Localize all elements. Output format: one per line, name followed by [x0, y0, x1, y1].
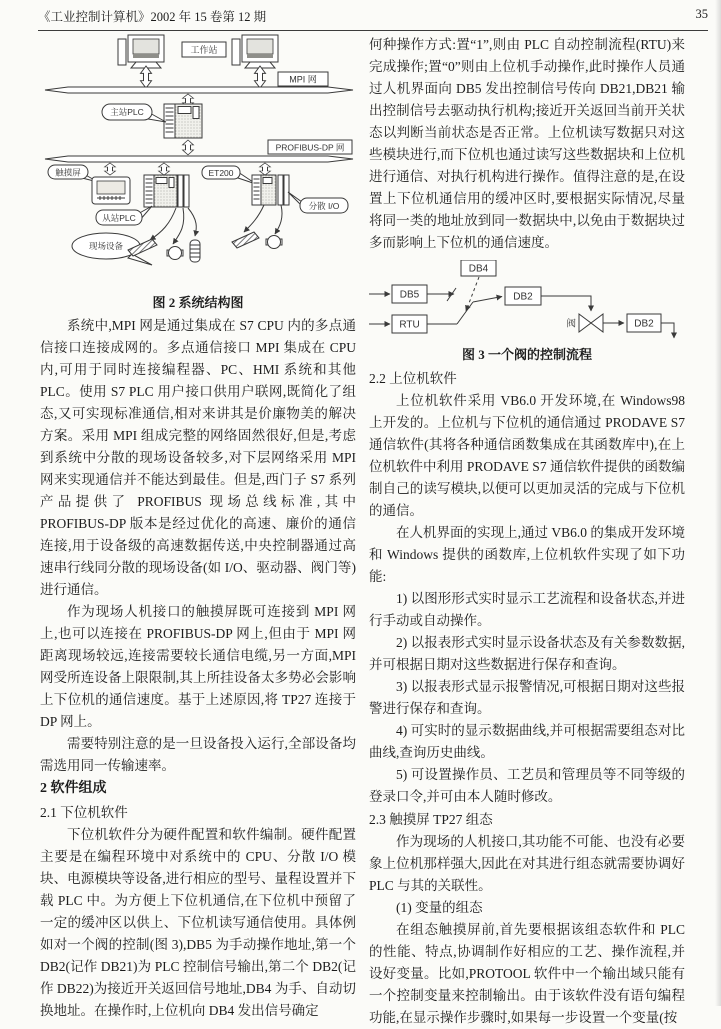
slave-plc-callout: [96, 206, 152, 225]
master-plc-icon: [164, 104, 202, 138]
right-column: [369, 34, 685, 1029]
paragraph: 何种操作方式:置“1”,则由 PLC 自动控制流程(RTU)来完成操作;置“0”则由上位机手动操作,此时操作人员通过人机界面向 DB5 发出控制信号传向 DB21,DB21 输出控制信号去驱动执行机构;接近开关返回当前开关状态以判断当前状态是否正常。上位机读写数据只对这些模块进行,而下位机也通过读写这些数据块和上位机进行通信、对执行机构进行操作。值得注意的是,在设置上下位机通信用的缓冲区时,要根据实际情况,尽量将同一类的地址放到同一数据块中,以免由于数据块过多而影响上下位机的通信速度。: [369, 37, 685, 250]
list-item: 2) 以报表形式实时显示设备状态及有关参数数据,并可根据日期对这些数据进行保存和查询。: [369, 635, 685, 672]
db2-out-block: [505, 287, 541, 305]
master-plc-callout: [102, 104, 166, 122]
link-arrow-icon: [105, 163, 116, 175]
sub-heading: (1) 变量的组态: [396, 900, 483, 915]
mpi-net-label: MPI 网: [289, 74, 317, 85]
link-arrow-icon: [260, 163, 271, 175]
paragraph: 上位机软件采用 VB6.0 开发环境,在 Windows98 上开发的。上位机与下位机的通信通过 PRODAVE S7 通信软件(其将各种通信函数集成在其函数库中),在上位机软件中利用 PRODAVE S7 通信软件提供的函数编制自己的读写模块,以便可以更加灵活的完成与下位机的通信。: [369, 393, 685, 518]
master-plc-label: 主站PLC: [110, 107, 144, 117]
paragraph: 作为现场人机接口的触摸屏既可连接到 MPI 网上,也可以连接在 PROFIBUS-DP 网上,但由于 MPI 网距离现场较远,连接需要较长通信电缆,另一方面,MPI 网受所连设备上限限制,其上所挂设备太多势必会影响上下位机的通信速度。基于上述原因,将 TP27 连接于 DP 网上。: [40, 604, 356, 729]
db2-out-label: DB2: [513, 291, 533, 303]
touch-panel-callout: [48, 165, 98, 182]
db5-label: DB5: [399, 289, 420, 301]
et200-module-icon: [252, 175, 289, 205]
figure3-caption: 图 3 一个阀的控制流程: [461, 347, 592, 362]
profibus-net-label: PROFIBUS-DP 网: [275, 142, 345, 153]
field-wiring: [150, 205, 282, 244]
list-item: 3) 以报表形式显示报警情况,可根据日期对这些报警进行保存和查询。: [369, 679, 685, 716]
left-column: [40, 34, 356, 1022]
link-arrow-icon: [159, 163, 170, 175]
db4-block: [461, 260, 496, 276]
scan-edge-shadow: [715, 0, 721, 1006]
figure2-system-structure-diagram: [40, 34, 356, 292]
link-arrow-icon: [183, 140, 194, 155]
page-header: [38, 7, 708, 25]
valve-label: 阀: [566, 318, 576, 330]
paragraph: 系统中,MPI 网是通过集成在 S7 CPU 内的多点通信接口连接成网的。多点通信接口 MPI 集成在 CPU 内,可用于同时连接编程器、PC、HMI 系统和其他 PLC。使用 S7 PLC 用户接口供用户联网,既简化了组态,又可实现标准通信,相对来讲其是价廉物美的解决方案。采用 MPI 组成完整的网络固然很好,但是,考虑到系统中分散的现场设备较多,对下层网络采用 MPI 网来实现通信并不能达到最佳。但是,西门子 S7 系列产品提供了 PROFIBUS 现场总线标准,其中 PROFIBUS-DP 版本是经过优化的高速、廉价的通信连接,用于设备级的高速数据传送,中央控制器通过高速串行线同分散的现场设备(如 I/O、驱动器、阀门等)进行通信。: [40, 318, 356, 597]
list-item: 4) 可实时的显示数据曲线,并可根据需要组态对比曲线,查询历史曲线。: [369, 723, 685, 760]
section-heading-2: 2 软件组成: [40, 781, 107, 796]
touch-panel-icon: [92, 177, 130, 204]
section-heading-2-2: 2.2 上位机软件: [369, 371, 457, 386]
rtu-block: [392, 315, 427, 333]
figure2-caption: 图 2 系统结构图: [152, 295, 244, 310]
db2-back-label: DB2: [634, 318, 654, 330]
rtu-label: RTU: [399, 319, 420, 331]
figure3-valve-control-flow-diagram: [369, 260, 685, 344]
et200-callout: [202, 166, 256, 184]
valve-icon: [566, 314, 603, 332]
profibus-bus-line: [45, 156, 353, 162]
distributed-io-label: 分散 I/O: [308, 201, 340, 211]
list-item: 1) 以图形形式实时显示工艺流程和设备状态,并进行手动或自动操作。: [369, 591, 685, 628]
paragraph: 在组态触摸屏前,首先要根据该组态软件和 PLC 的性能、特点,协调制作好相应的工艺、操作流程,并设好变量。比如,PROTOOL 软件中一个输出域只能有一个控制变量来控制输出。由于该软件没有语句编程功能,在显示操作步骤时,如果每一步设置一个变量(按: [369, 922, 685, 1025]
slave-plc-icon: [144, 175, 189, 207]
page-number: 35: [695, 7, 708, 21]
et200-label: ET200: [208, 168, 234, 178]
slave-plc-label: 从站PLC: [102, 213, 136, 223]
header-rule: [38, 30, 708, 31]
db2-back-block: [627, 314, 661, 332]
distributed-io-callout: [288, 192, 348, 213]
paragraph: 作为现场的人机接口,其功能不可能、也没有必要象上位机那样强大,因此在对其进行组态就需要协调好 PLC 与其的关联性。: [369, 834, 685, 893]
field-devices-label: 现场设备: [88, 241, 124, 251]
link-arrow-icon: [255, 66, 266, 88]
journal-title: 《工业控制计算机》2002 年 15 卷第 12 期: [38, 10, 267, 24]
field-device-icons: [128, 232, 282, 262]
db5-block: [392, 285, 427, 303]
paragraph: 下位机软件分为硬件配置和软件编制。硬件配置主要是在编程环境中对系统中的 CPU、分散 I/O 模块、电源模块等设备,进行相应的型号、量程设置并下载 PLC 中。为方便上下位机通信,在下位机中预留了一定的缓冲区以供上、下位机读写通信使用。具体例如对一个阀的控制(图 3),DB5 为手动操作地址,第一个 DB2(记作 DB21)为 PLC 控制信号输出,第二个 DB2(记作 DB22)为接近开关返回信号地址,DB4 为手、自动切换地址。在操作时,上位机向 DB4 发出信号确定: [40, 827, 356, 1018]
workstation-label: 工作站: [190, 45, 218, 55]
section-heading-2-3: 2.3 触摸屏 TP27 组态: [369, 812, 493, 827]
paragraph: 在人机界面的实现上,通过 VB6.0 的集成开发环境和 Windows 提供的函数库,上位机软件实现了如下功能:: [369, 525, 685, 584]
paragraph: 需要特别注意的是一旦设备投入运行,全部设备均需选用同一传输速率。: [40, 736, 356, 773]
section-heading-2-1: 2.1 下位机软件: [40, 805, 128, 820]
touch-panel-label: 触摸屏: [55, 167, 81, 178]
mpi-bus-line: [45, 87, 353, 93]
link-arrow-icon: [141, 66, 152, 88]
db4-label: DB4: [468, 263, 489, 275]
list-item: 5) 可设置操作员、工艺员和管理员等不同等级的登录口令,并可由本人随时修改。: [369, 767, 685, 804]
